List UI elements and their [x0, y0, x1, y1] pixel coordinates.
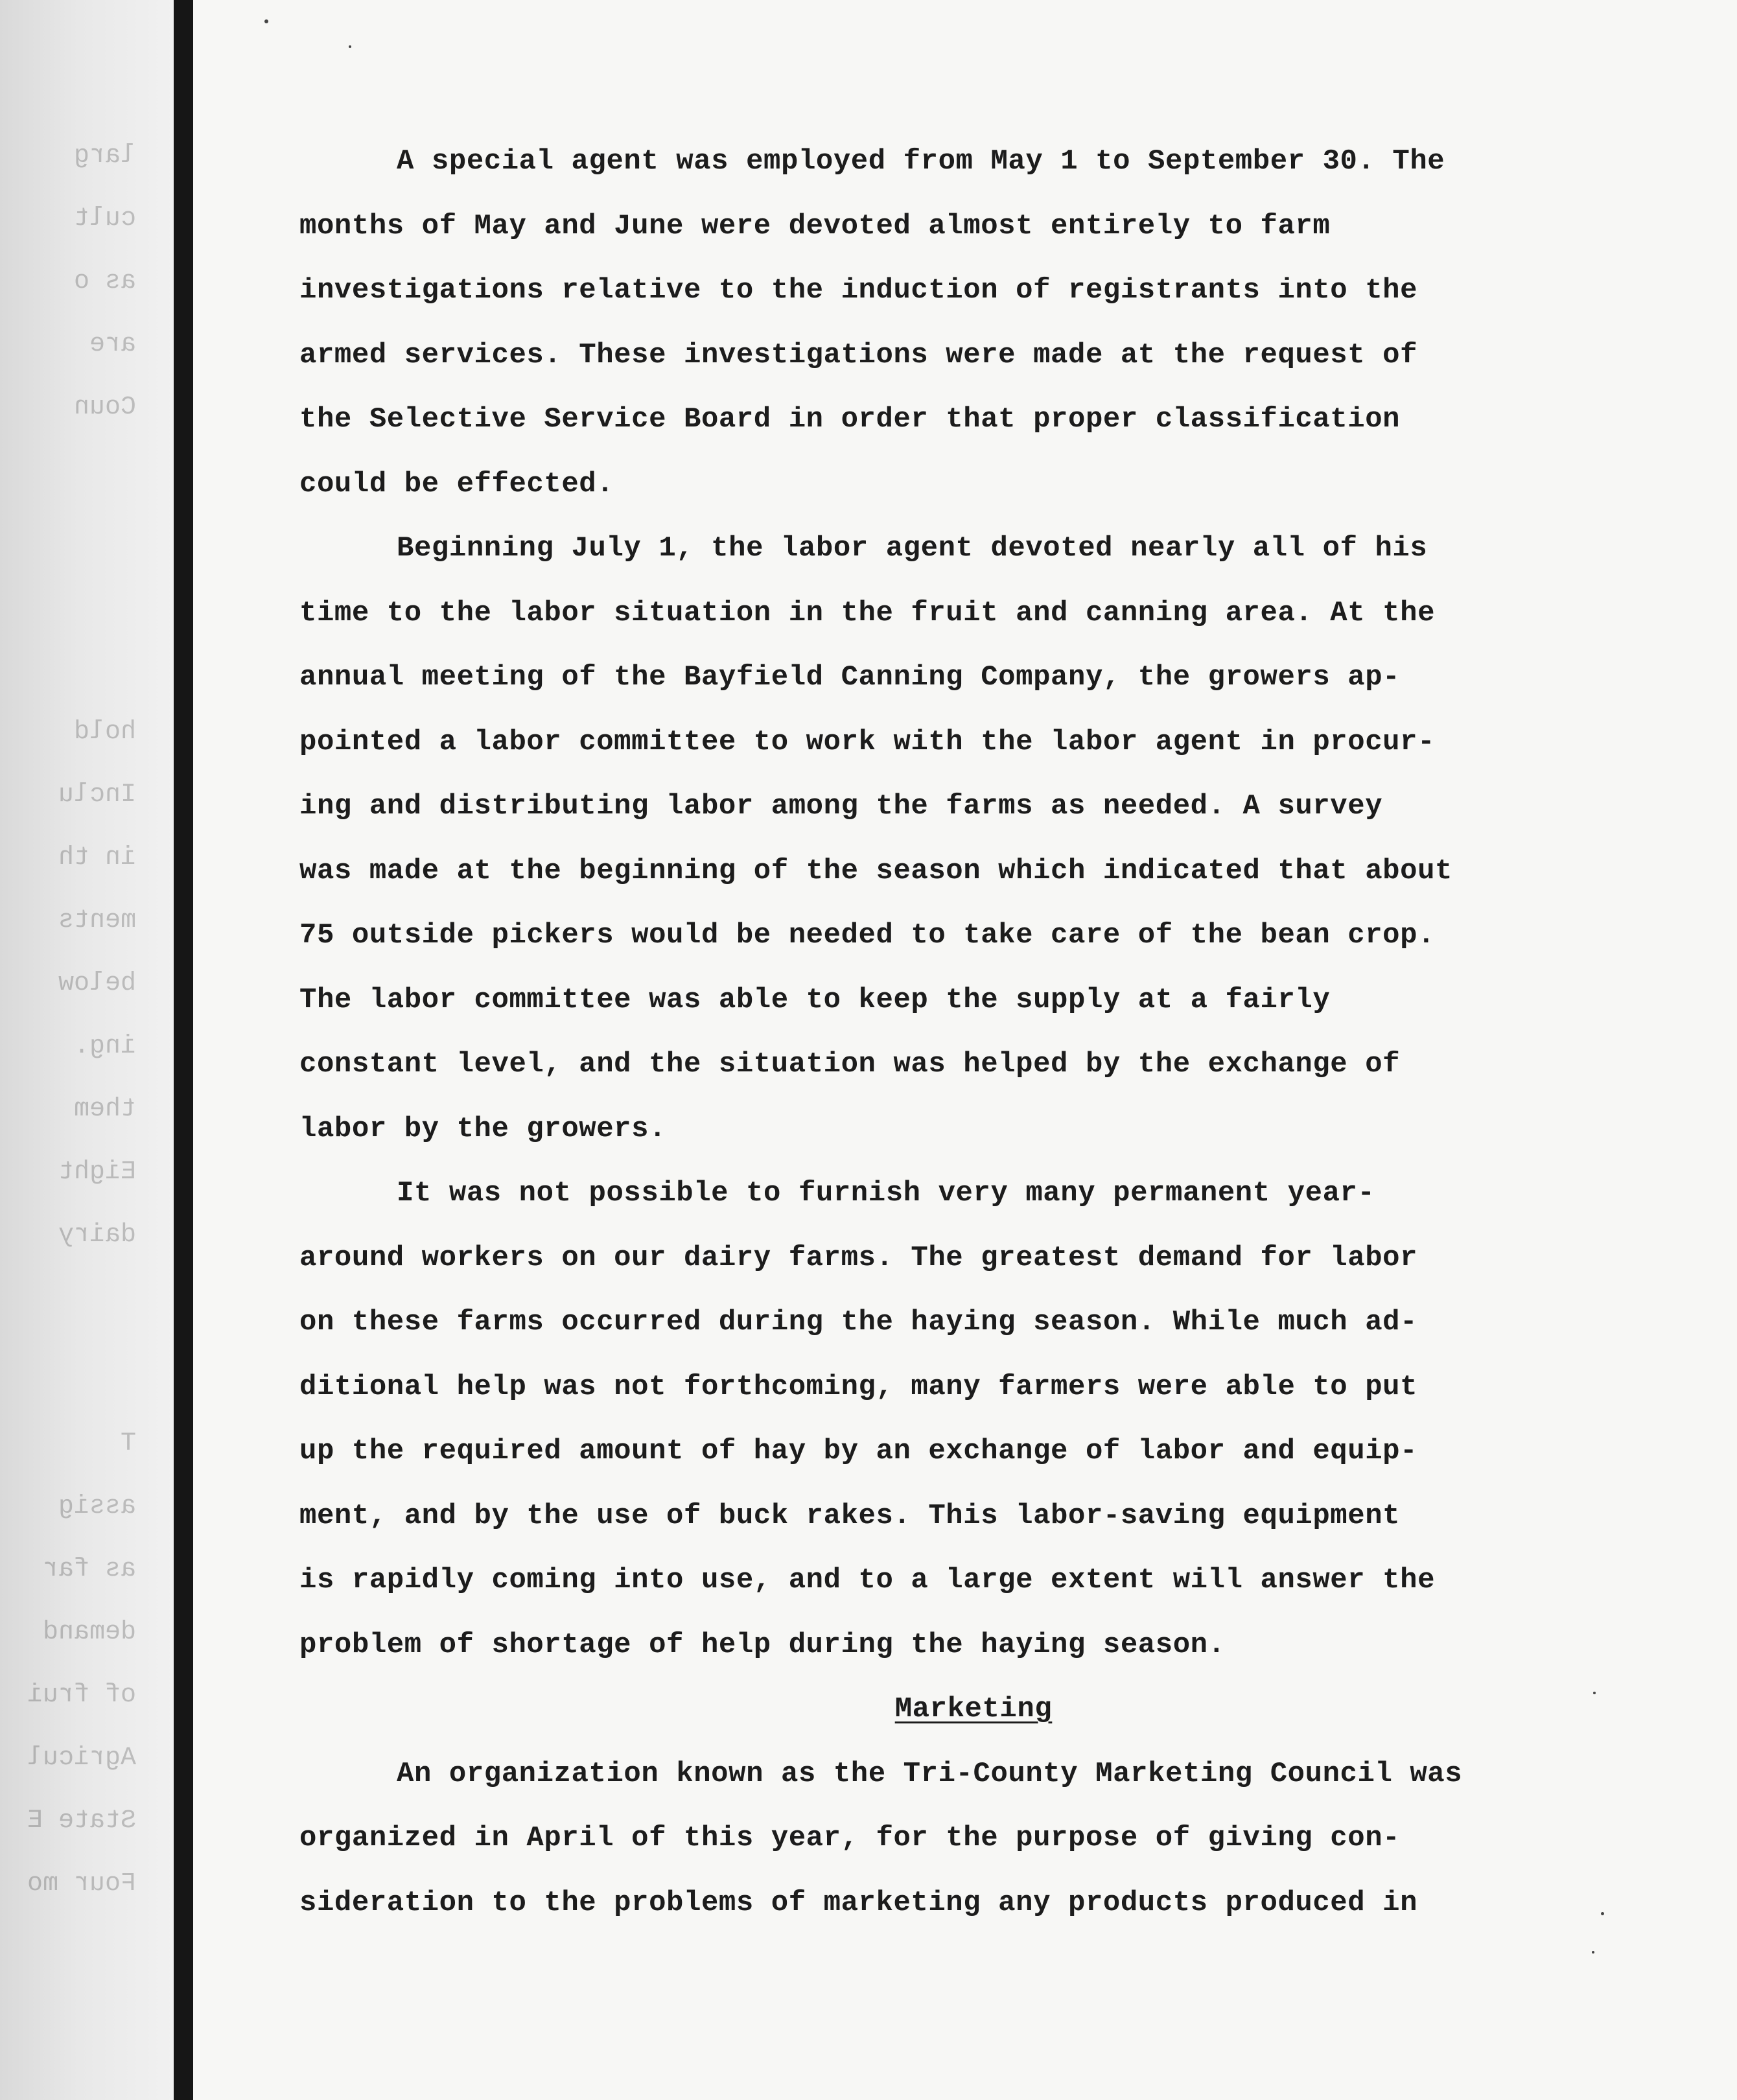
bleed-text: in th	[58, 843, 136, 872]
text-line: problem of shortage of help during the haying season.	[299, 1628, 1226, 1661]
scan-speck	[349, 45, 351, 48]
bleed-text: Four mo	[27, 1869, 136, 1898]
text-line: constant level, and the situation was helped by the exchange of	[299, 1048, 1401, 1080]
text-line: annual meeting of the Bayfield Canning Company, the growers ap-	[299, 661, 1401, 694]
text-line: ditional help was not forthcoming, many farmers were able to put	[299, 1370, 1418, 1403]
bleed-text: Agricul	[27, 1744, 136, 1773]
text-line: organized in April of this year, for the purpose of giving con-	[299, 1822, 1401, 1854]
text-line: time to the labor situation in the fruit and canning area. At the	[299, 596, 1436, 629]
text-line: sideration to the problems of marketing any products produced in	[299, 1886, 1418, 1919]
bleed-text: of frui	[27, 1681, 136, 1710]
text-line: 75 outside pickers would be needed to take care of the bean crop.	[299, 919, 1436, 951]
text-line: Beginning July 1, the labor agent devoted nearly all of his	[397, 532, 1428, 565]
facing-page-bleed-through	[0, 0, 174, 2100]
bleed-text: demand	[42, 1618, 136, 1647]
document-body	[299, 130, 1596, 1935]
text-line: around workers on our dairy farms. The greatest demand for labor	[299, 1241, 1418, 1274]
bleed-text: larg	[73, 141, 136, 170]
bleed-text: as o	[73, 267, 136, 296]
text-line: months of May and June were devoted almost entirely to farm	[299, 209, 1331, 242]
section-heading-text: Marketing	[894, 1693, 1053, 1725]
bleed-text: them	[73, 1095, 136, 1124]
text-line: A special agent was employed from May 1 to September 30. The	[397, 145, 1445, 178]
section-heading	[299, 1677, 1395, 1742]
text-line: on these farms occurred during the haying season. While much ad-	[299, 1306, 1418, 1338]
bleed-text: Inclu	[58, 780, 136, 810]
text-line: pointed a labor committee to work with the labor agent in procur-	[299, 725, 1436, 758]
bleed-text: are	[89, 330, 136, 359]
text-line: is rapidly coming into use, and to a large extent will answer the	[299, 1564, 1436, 1596]
bleed-text: as far	[42, 1555, 136, 1584]
text-line: ment, and by the use of buck rakes. This labor-saving equipment	[299, 1499, 1401, 1532]
text-line: the Selective Service Board in order that proper classification	[299, 403, 1401, 436]
scan-speck	[1601, 1912, 1604, 1915]
text-line: up the required amount of hay by an exchange of labor and equip-	[299, 1435, 1418, 1467]
bleed-text: ing.	[73, 1032, 136, 1061]
scan-speck	[1592, 1951, 1594, 1954]
scan-speck	[264, 19, 268, 23]
text-line: ing and distributing labor among the farms as needed. A survey	[299, 790, 1383, 822]
bleed-text: T	[120, 1429, 136, 1458]
binding-edge	[174, 0, 193, 2100]
text-line: It was not possible to furnish very many permanent year-	[397, 1177, 1375, 1209]
bleed-text: dairy	[58, 1220, 136, 1250]
text-line: labor by the growers.	[299, 1112, 667, 1145]
bleed-text: below	[58, 969, 136, 998]
text-line: investigations relative to the induction of registrants into the	[299, 274, 1418, 307]
bleed-text: ments	[58, 906, 136, 935]
text-line: An organization known as the Tri-County Marketing Council was	[397, 1757, 1463, 1790]
bleed-text: Coun	[73, 393, 136, 422]
text-line: The labor committee was able to keep the supply at a fairly	[299, 983, 1331, 1016]
bleed-text: hold	[73, 718, 136, 747]
bleed-text: Eight	[58, 1158, 136, 1187]
bleed-text: assig	[58, 1492, 136, 1521]
text-line: could be effected.	[299, 467, 614, 500]
bleed-text: cult	[73, 204, 136, 233]
text-line: armed services. These investigations were made at the request of	[299, 338, 1418, 371]
text-line: was made at the beginning of the season which indicated that about	[299, 854, 1452, 887]
bleed-text: State E	[27, 1806, 136, 1836]
